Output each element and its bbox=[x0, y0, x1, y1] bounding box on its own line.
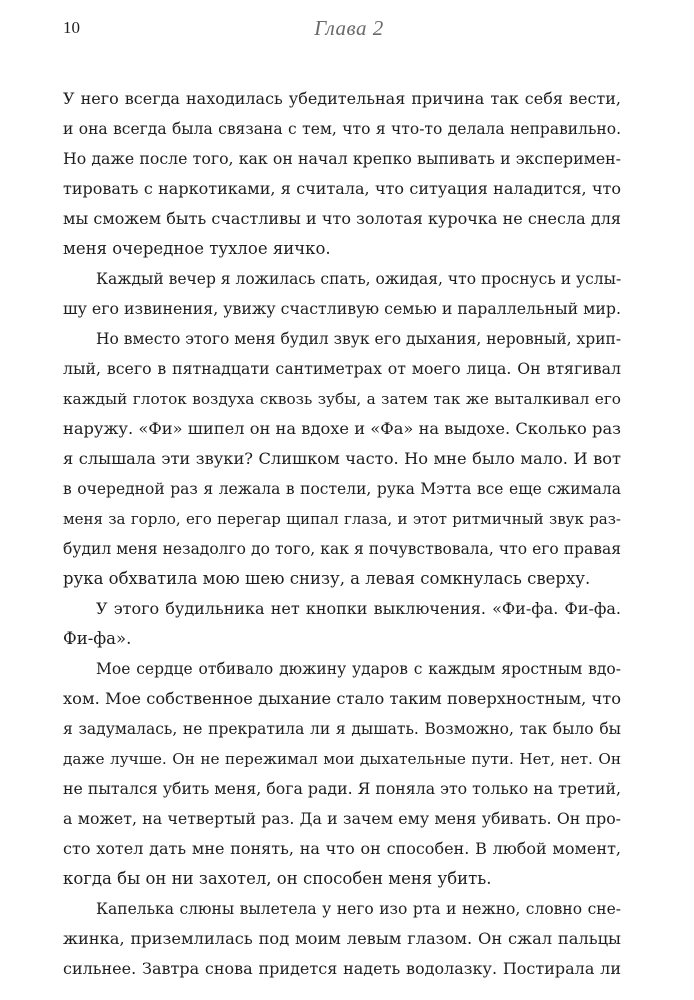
text-line: каждый глоток воздуха сквозь зубы, а затем так же выталкивал его bbox=[63, 390, 621, 408]
text-line: хом. Мое собственное дыхание стало таким поверхностным, что bbox=[63, 689, 621, 708]
text-line: рука обхватила мою шею снизу, а левая сомкнулась сверху. bbox=[63, 569, 591, 588]
text-line: в очередной раз я лежала в постели, рука Мэтта все еще сжимала bbox=[63, 480, 621, 498]
text-line: Фи-фа». bbox=[63, 629, 132, 648]
text-line: У этого будильника нет кнопки выключения. «Фи-фа. Фи-фа. bbox=[96, 599, 621, 618]
text-line: Каждый вечер я ложилась спать, ожидая, что проснусь и услы- bbox=[96, 270, 621, 288]
text-line: У него всегда находилась убедительная причина так себя вести, bbox=[63, 89, 621, 108]
text-line: меня очередное тухлое яичко. bbox=[63, 239, 331, 258]
text-line: и она всегда была связана с тем, что я что-то делала неправильно. bbox=[63, 120, 621, 138]
text-line: мы сможем быть счастливы и что золотая курочка не снесла для bbox=[63, 209, 621, 228]
text-line: сильнее. Завтра снова придется надеть водолазку. Постирала ли bbox=[63, 959, 621, 978]
text-line: сто хотел дать мне понять, на что он способен. В любой момент, bbox=[63, 839, 621, 858]
text-line: когда бы он ни захотел, он способен меня убить. bbox=[63, 869, 492, 888]
chapter-title: Глава 2 bbox=[314, 16, 384, 40]
text-line: меня за горло, его перегар щипал глаза, и этот ритмичный звук раз- bbox=[63, 510, 621, 528]
text-line: Капелька слюны вылетела у него изо рта и нежно, словно сне- bbox=[96, 900, 621, 918]
text-line: будил меня незадолго до того, как я почувствовала, что его правая bbox=[63, 540, 621, 558]
text-line: Мое сердце отбивало дюжину ударов с каждым яростным вдо- bbox=[96, 660, 621, 678]
text-line: тировать с наркотиками, я считала, что ситуация наладится, что bbox=[63, 179, 621, 198]
text-line: даже лучше. Он не пережимал мои дыхательные пути. Нет, нет. Он bbox=[63, 750, 621, 768]
text-line: жинка, приземлилась под моим левым глазом. Он сжал пальцы bbox=[63, 929, 621, 948]
page-number: 10 bbox=[63, 18, 80, 37]
text-line: не пытался убить меня, бога ради. Я поняла это только на третий, bbox=[63, 779, 621, 798]
text-line: лый, всего в пятнадцати сантиметрах от моего лица. Он втягивал bbox=[63, 359, 621, 378]
body-text bbox=[63, 84, 621, 1000]
text-line: а может, на четвертый раз. Да и зачем ему меня убивать. Он про- bbox=[63, 809, 621, 828]
text-line: я задумалась, не прекратила ли я дышать. Возможно, так было бы bbox=[63, 720, 621, 738]
text-line: я слышала эти звуки? Слишком часто. Но мне было мало. И вот bbox=[63, 449, 621, 468]
text-line: Но даже после того, как он начал крепко выпивать и эксперимен- bbox=[63, 149, 621, 168]
text-line: шу его извинения, увижу счастливую семью и параллельный мир. bbox=[63, 299, 621, 318]
text-line: наружу. «Фи» шипел он на вдохе и «Фа» на выдохе. Сколько раз bbox=[63, 419, 621, 438]
text-line: Но вместо этого меня будил звук его дыхания, неровный, хрип- bbox=[96, 330, 621, 348]
